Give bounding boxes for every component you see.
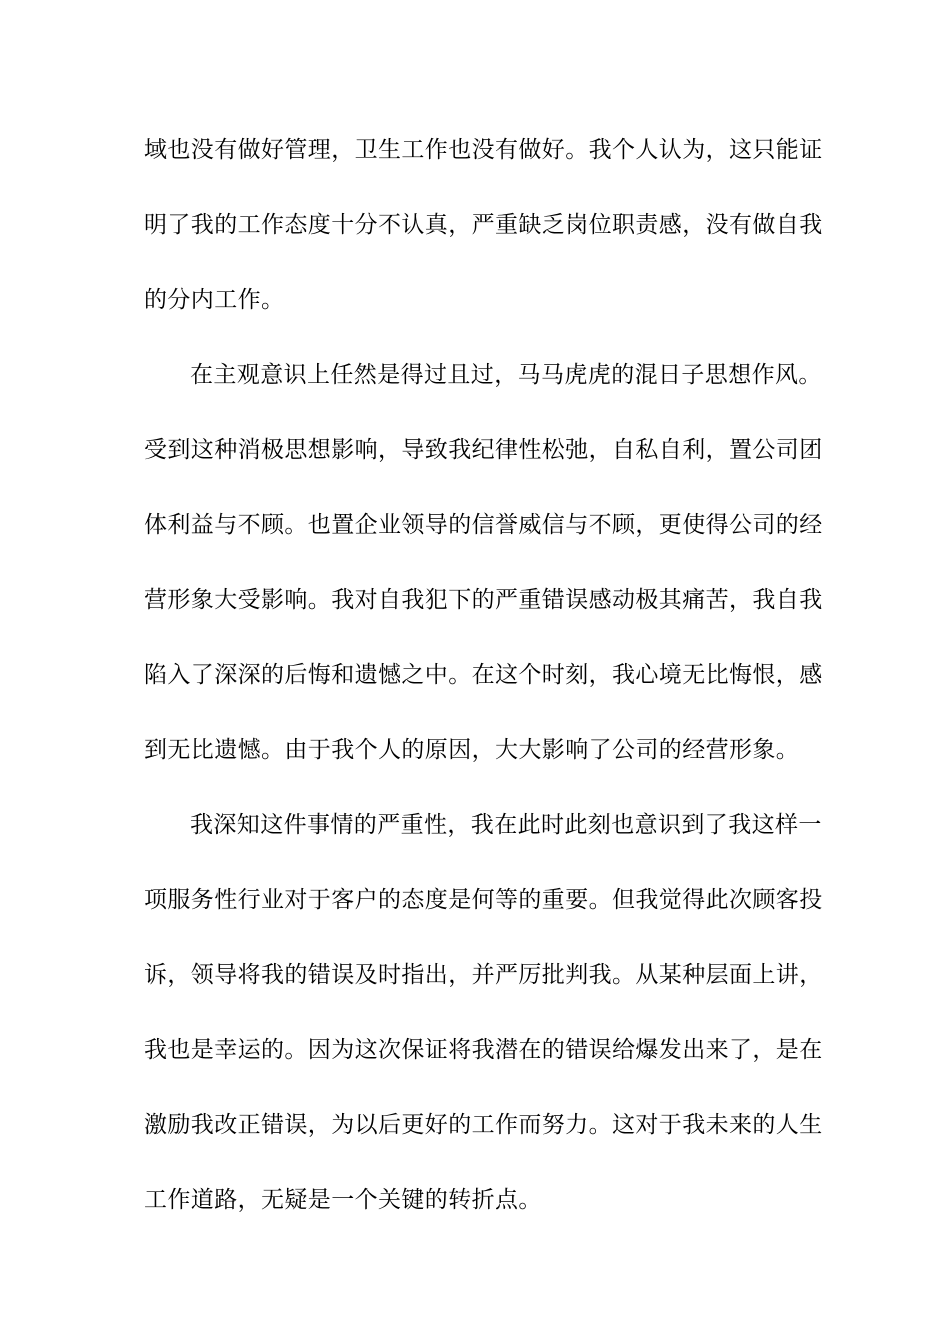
- text-line: 域也没有做好管理，卫生工作也没有做好。我个人认为，这只能证: [144, 137, 823, 163]
- text-line: 体利益与不顾。也置企业领导的信誉威信与不顾，更使得公司的经: [144, 512, 823, 538]
- text-line: 激励我改正错误，为以后更好的工作而努力。这对于我未来的人生: [144, 1112, 823, 1138]
- text-line: 工作道路，无疑是一个关键的转折点。: [144, 1187, 542, 1213]
- text-line: 到无比遗憾。由于我个人的原因，大大影响了公司的经营形象。: [144, 737, 800, 763]
- text-line: 我也是幸运的。因为这次保证将我潜在的错误给爆发出来了，是在: [144, 1037, 823, 1063]
- text-line: 诉，领导将我的错误及时指出，并严厉批判我。从某种层面上讲，: [144, 962, 823, 988]
- text-line: 受到这种消极思想影响，导致我纪律性松弛，自私自利，置公司团: [144, 437, 823, 463]
- text-line: 明了我的工作态度十分不认真，严重缺乏岗位职责感，没有做自我: [144, 212, 823, 238]
- text-line: 的分内工作。: [144, 287, 285, 313]
- paragraph-first-line: 在主观意识上任然是得过且过，马马虎虎的混日子思想作风。: [190, 362, 822, 388]
- text-line: 陷入了深深的后悔和遗憾之中。在这个时刻，我心境无比悔恨，感: [144, 662, 823, 688]
- paragraph-first-line: 我深知这件事情的严重性，我在此时此刻也意识到了我这样一: [190, 812, 822, 838]
- text-line: 营形象大受影响。我对自我犯下的严重错误感动极其痛苦，我自我: [144, 587, 823, 613]
- text-line: 项服务性行业对于客户的态度是何等的重要。但我觉得此次顾客投: [144, 887, 823, 913]
